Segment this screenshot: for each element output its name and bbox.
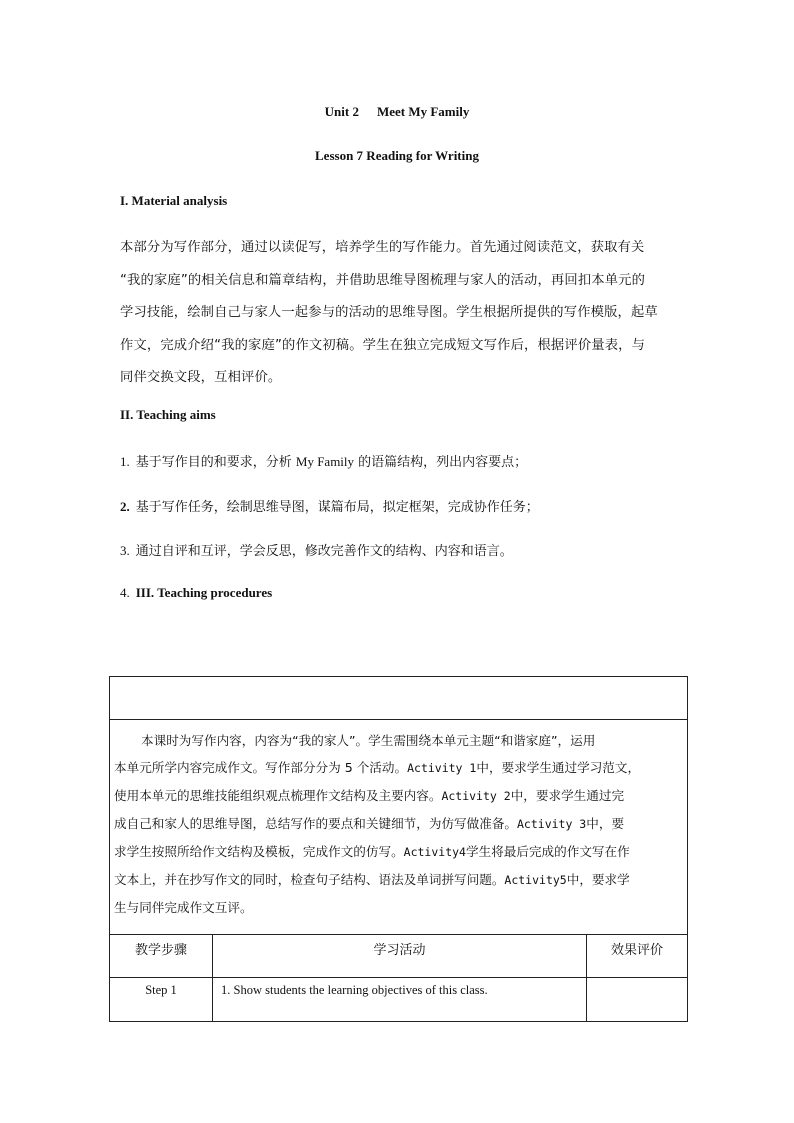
description-text: 生与同伴完成作文互评。 — [114, 900, 253, 915]
lesson-title: Lesson 7 Reading for Writing — [315, 148, 479, 163]
paragraph-line: 本部分为写作部分，通过以读促写，培养学生的写作能力。首先通过阅读范文，获取有关 — [120, 240, 645, 255]
description-line — [114, 810, 683, 838]
aim-text-post: 的语篇结构，列出内容要点； — [354, 455, 528, 470]
teaching-aim-item — [120, 496, 539, 515]
procedures-table — [109, 676, 688, 1022]
paragraph-line: 学习技能，绘制自己与家人一起参与的活动的思维导图。学生根据所提供的写作模版，起草 — [120, 305, 658, 320]
aim-number: 3. — [120, 543, 130, 558]
description-line — [114, 894, 683, 921]
description-text: 中，要求学生通过学习范文， — [476, 760, 641, 775]
lesson-description-cell — [110, 720, 688, 935]
activity-label: Activity4 — [403, 845, 466, 859]
paragraph-line: 作文，完成介绍“我的家庭”的作文初稿。学生在独立完成短文写作后，根据评价量表，与 — [120, 337, 646, 353]
description-line — [114, 727, 683, 754]
aim-number: 4. — [120, 585, 130, 600]
aim-text-en: My Family — [295, 454, 355, 469]
table-blank-cell — [110, 677, 688, 720]
table-header-row — [110, 935, 688, 978]
activity-label: Activity 1 — [407, 761, 477, 775]
aim-text-pre: 基于写作目的和要求，分析 — [135, 455, 296, 470]
evaluation-cell — [587, 978, 688, 1022]
unit-name: Meet My Family — [376, 104, 470, 119]
description-text: 成自己和家人的思维导图，总结写作的要点和关键细节，为仿写做准备。 — [114, 816, 517, 831]
description-text: 中，要求学 — [566, 872, 630, 887]
aim-text: 通过自评和互评，学会反思，修改完善作文的结构、内容和语言。 — [135, 544, 513, 559]
unit-label: Unit 2 — [324, 104, 359, 119]
teaching-aims-heading: II. Teaching aims — [120, 407, 216, 422]
unit-title — [0, 104, 794, 120]
teaching-procedures-heading — [120, 585, 272, 601]
activity-label: Activity5 — [504, 873, 567, 887]
column-header-step: 教学步骤 — [110, 935, 213, 978]
description-text: 文本上，并在抄写作文的同时，检查句子结构、语法及单词拼写问题。 — [114, 872, 505, 887]
paragraph-line: “我的家庭”的相关信息和篇章结构，并借助思维导图梳理与家人的活动，再回扣本单元的 — [120, 272, 646, 288]
teaching-aim-item — [120, 451, 527, 470]
description-text: 使用本单元的思维技能组织观点梳理作文结构及主要内容。 — [114, 788, 442, 803]
description-text: 中，要求学生通过完 — [510, 788, 625, 803]
procedures-heading-text: III. Teaching procedures — [135, 585, 273, 600]
description-text: 学生将最后完成的作文写在作 — [465, 844, 630, 859]
description-line — [114, 782, 683, 810]
aim-number: 2. — [120, 499, 130, 514]
material-analysis-heading: I. Material analysis — [120, 193, 228, 208]
column-header-evaluation: 效果评价 — [587, 935, 688, 978]
activity-label: Activity 2 — [441, 789, 511, 803]
column-header-activity: 学习活动 — [213, 935, 587, 978]
aim-text: 基于写作任务，绘制思维导图，谋篇布局，拟定框架，完成协作任务； — [135, 500, 539, 515]
activity-cell: 1. Show students the learning objectives of this class. — [213, 978, 587, 1022]
table-blank-row — [110, 677, 688, 720]
table-row — [110, 978, 688, 1022]
description-text: 本单元所学内容完成作文。写作部分分为 5 个活动。 — [114, 760, 408, 775]
material-analysis-paragraph — [120, 232, 680, 395]
paragraph-line: 同伴交换文段，互相评价。 — [120, 370, 282, 385]
activity-label: Activity 3 — [517, 817, 587, 831]
description-line — [114, 838, 683, 866]
description-line — [114, 754, 683, 782]
aim-number: 1. — [120, 454, 130, 469]
description-text: 求学生按照所给作文结构及模板，完成作文的仿写。 — [114, 844, 404, 859]
description-text: 中，要 — [586, 816, 625, 831]
description-line — [114, 866, 683, 894]
table-description-row — [110, 720, 688, 935]
step-cell: Step 1 — [110, 978, 213, 1022]
description-text: 本课时为写作内容，内容为“我的家人”。学生需围绕本单元主题“和谐家庭”，运用 — [141, 733, 596, 748]
teaching-aim-item — [120, 540, 513, 559]
